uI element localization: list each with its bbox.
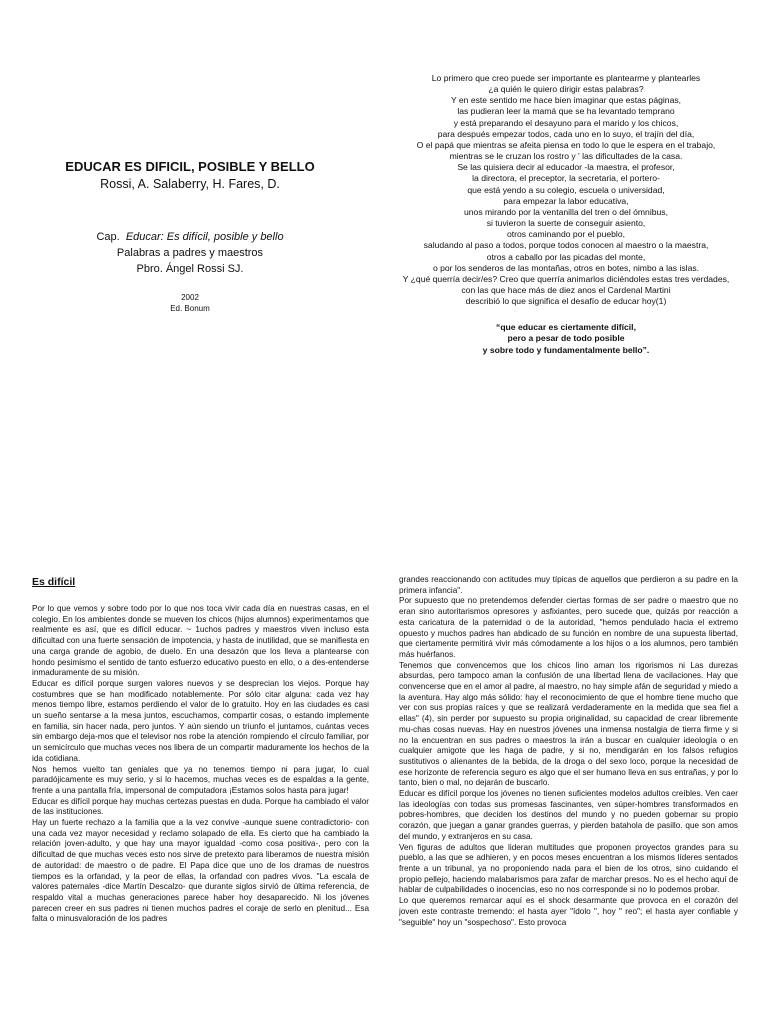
poem-lines	[396, 73, 736, 307]
paragraph: Por supuesto que no pretendemos defender ciertas formas de ser padre o maestro que no eran sino autoritarismos opresores y asfixiantes, pero sucede que, quizás por reacción a esta caricatura de la paternidad o de la autoridad, "hemos pendulado hacia el extremo opuesto y muchos padres han abdicado de su función en nombre de una supuesta libertad, que ciertamente permitirá vivir más cómodamente a los hijos o a los alumnos, pero también más huérfanos.	[399, 596, 738, 659]
poem-line: O el papá que mientras se afeita piensa en todo lo que le espera en el trabajo,	[416, 139, 716, 150]
chapter-info	[20, 229, 360, 277]
quote-line: “que educar es ciertamente difícil,	[496, 322, 636, 333]
poem-line: las pudieran leer la mamá que se ha levantado temprano	[457, 106, 675, 117]
quote-line: y sobre todo y fundamentalmente bello”.	[482, 344, 650, 355]
quote-line: pero a pesar de todo posible	[507, 333, 625, 344]
poem-line: saludando al paso a todos, porque todos conocen al maestro o la maestra,	[423, 240, 709, 251]
poem-line: ¿a quién le quiero dirigir estas palabras?	[488, 84, 644, 95]
poem-line: mientras se le cruzan los rostro y ' las dificultades de la casa.	[449, 151, 683, 162]
poem-line: y está preparando el desayuno para el marido y los chicos,	[453, 117, 679, 128]
section-heading: Es difícil	[32, 576, 76, 588]
poem-line: si tuvieron la suerte de conseguir asiento,	[486, 218, 646, 229]
right-column-text	[399, 575, 738, 928]
poem-line: otros caminando por el pueblo,	[506, 229, 625, 240]
chapter-title: Educar: Es difícil, posible y bello	[125, 231, 284, 243]
paragraph: Educar es difícil porque los jóvenes no tienen suficientes modelos adultos creíbles. Ven caer las ideologías con todas sus promesas fascinantes, ven súper-hombres transformados en pobres-hombres, que deciden los destinos del mundo y no pueden gobernar su propio corazón, que juegan a ganar grandes guerras, y pierden batahola de pasillo. que son amos del mundo, y extranjeros en su casa.	[399, 789, 738, 841]
left-column-text	[32, 604, 369, 925]
title-block	[20, 158, 360, 314]
chapter-line	[20, 229, 360, 245]
chapter-prefix: Cap.	[96, 231, 120, 243]
paragraph: Por lo que vemos y sobre todo por lo que nos toca vivir cada día en nuestras casas, en el colegio. En los ambientes donde se mueven los chicos (hijos alumnos) experimentamos que realmente es así, que es difícil educar. ~ 1uchos padres y maestros viven incluso esta dificultad con una fuerte sensación de impotencia, y hasta de inutilidad, que se manifiesta en una carga grande de agobio, de duelo. En una desazón que los lleva a plantearse con hondo pesimismo el sentido de tanto esfuerzo educativo puesto en ello, o a des-entenderse inmaduramente de su misión.	[32, 604, 369, 678]
publication-year: 2002	[181, 293, 199, 302]
poem-line: Lo primero que creo puede ser importante es plantearme y plantearles	[431, 73, 701, 83]
chapter-author: Pbro. Ángel Rossi SJ.	[136, 263, 244, 275]
poem-line: que está yendo a su colegio, escuela o universidad,	[467, 184, 665, 195]
book-title: EDUCAR ES DIFICIL, POSIBLE Y BELLO	[65, 159, 315, 174]
paragraph: Lo que queremos remarcar aquí es el shock desarmante que provoca en el corazón del joven este contraste tremendo: el hasta ayer "ídolo ", hoy " reo"; el hasta ayer confiable y "seguible" hoy un "sospechoso". Esto provoca	[399, 896, 738, 927]
intro-poem	[396, 73, 736, 356]
poem-line: otros a caballo por las picadas del monte,	[486, 251, 646, 262]
martini-quote	[396, 322, 736, 355]
chapter-subtitle: Palabras a padres y maestros	[116, 247, 264, 259]
book-authors: Rossi, A. Salaberry, H. Fares, D.	[100, 177, 280, 191]
paragraph: grandes reaccionando con actitudes muy típicas de aquellos que perdieron a su padre en la primera infancia".	[399, 575, 738, 595]
poem-line: Y ¿qué querría decir/es? Creo que querría animarlos diciéndoles estas tres verdades,	[402, 273, 730, 284]
paragraph: Educar es difícil porque surgen valores nuevos y se desprecian los viejos. Porque hay costumbres que se han modificado notablemente. Por sólo citar alguna: cada vez hay menos tiempo libre, estamos perdiendo el valor de lo gratuito. Hoy en las ciudades es casi un sueño sentarse a la mesa juntos, escuchamos, compartir cosas, o estando implemente en familia, sin hacer nada, pero juntos. Y aún siendo un triunfo el juntamos, cuántas veces sin embargo deja-mos que el televisor nos robe la atención rompiendo el círculo familiar, por un semicírculo que muchas veces nos libera de un compartir maduramente los hechos de la ida cotidiana.	[32, 678, 369, 763]
poem-line: Se las quisiera decir al educador -la maestra, el profesor,	[457, 162, 675, 173]
poem-line: o por los senderos de las montañas, otros en botes, nimbo a las islas.	[432, 262, 700, 273]
paragraph: Hay un fuerte rechazo a la familia que a la vez convive -aunque suene contradictorio- con una cada vez mayor necesidad y reclamo solapado de ella. Es cierto que ha cambiado la relación joven-adulto, y que hay una mayor igualdad -como cosa positiva-, pero con la dificultad de que muchas veces esto nos sirve de pretexto para liberamos de nuestra misión de autoridad: de maestro o de padre. El Papa dice que uno de los dramas de nuestros tiempos es la orfandad, y la peor de ellas, la orfandad con padres vivos. "La escala de valores paternales -dice Martín Descalzo- que durante siglos sirvió de última referencia, de respaldo vital a muchas generaciones parece haber hoy desaparecido. Ni los jóvenes parecen creer en sus padres ni tienen muchos padres el coraje de serlo en plenitud... Esa falta o minusvaloración de los padres	[32, 818, 369, 924]
paragraph: Ven figuras de adultos que lideran multitudes que proponen proyectos grandes para su pueblo, a las que se adhieren, y en pocos meses encuentran a los mismos líderes sentados frente a un tribunal, ya no proponiendo nada para el bien de los otros, sino cuidando el propio pellejo, haciendo malabarismos para zafar de marchar presos. No es el hecho aquí de hablar de culpabilidades o inocencias, eso no nos corresponde si no lo podemos probar.	[399, 842, 738, 895]
paragraph: Educar es difícil porque hay muchas certezas puestas en duda. Porque ha cambiado el valor de las instituciones.	[32, 796, 369, 817]
poem-line: describió lo que significa el desafío de educar hoy(1)	[465, 296, 667, 307]
poem-line: la directora, el preceptor, la secretaria, el portero-	[472, 173, 660, 184]
poem-line: para empezar la labor educativa,	[503, 195, 629, 206]
poem-line: para después empezar todos, cada uno en lo suyo, el trajín del día,	[437, 128, 695, 139]
publisher: Ed. Bonum	[170, 304, 210, 313]
poem-line: unos mirando por la ventanilla del tren o del ómnibus,	[464, 206, 668, 217]
poem-line: Y en este sentido me hace bien imaginar que estas páginas,	[450, 95, 682, 106]
paragraph: Tenemos que convencemos que los chicos lino aman los rigorismos ni Las durezas absurdas, pero tampoco aman la confusión de una libertad llena de vacilaciones. Hay que convencerse que en el amor al padre, al maestro, no hay simple afán de seguridad y miedo a la aventura. Hay algo más sólido: hay el reconocimiento de que el hombre tiene mucho que ver con sus propias raíces y que se realizará verdaderamente en la medida que sea fiel a ellas" (4), sin perder por supuesto su propia originalidad, su capacidad de crear libremente mu-chas cosas nuevas. Hay en nuestros jóvenes una inmensa nostalgia de tierra firme y si no la encuentran en sus padres o maestros la irán a buscar en cualquier ideología o en cualquier amigote que les haga de padre, y si no, mendigarán en los falsos refugios sustitutivos o alienantes de la bebida, de la droga o del sexo loco, porque la necesidad de ese horizonte de referencia seguro es algo que el ser humano lleva en sus entrañas, y por lo tanto, bien o mal, no dejarán de buscarlo.	[399, 660, 738, 788]
poem-line: con las que hace más de diez anos el Cardenal Martini	[461, 284, 671, 295]
paragraph: Nos hemos vuelto tan geniales que ya no tenemos tiempo ni para jugar, lo cual paradójicamente es muy serio, y si lo hacemos, muchas veces es de espaldas a la gente, frente a una pantalla fría, impersonal de computadora ¡Estamos solos hasta para jugar!	[32, 764, 369, 795]
